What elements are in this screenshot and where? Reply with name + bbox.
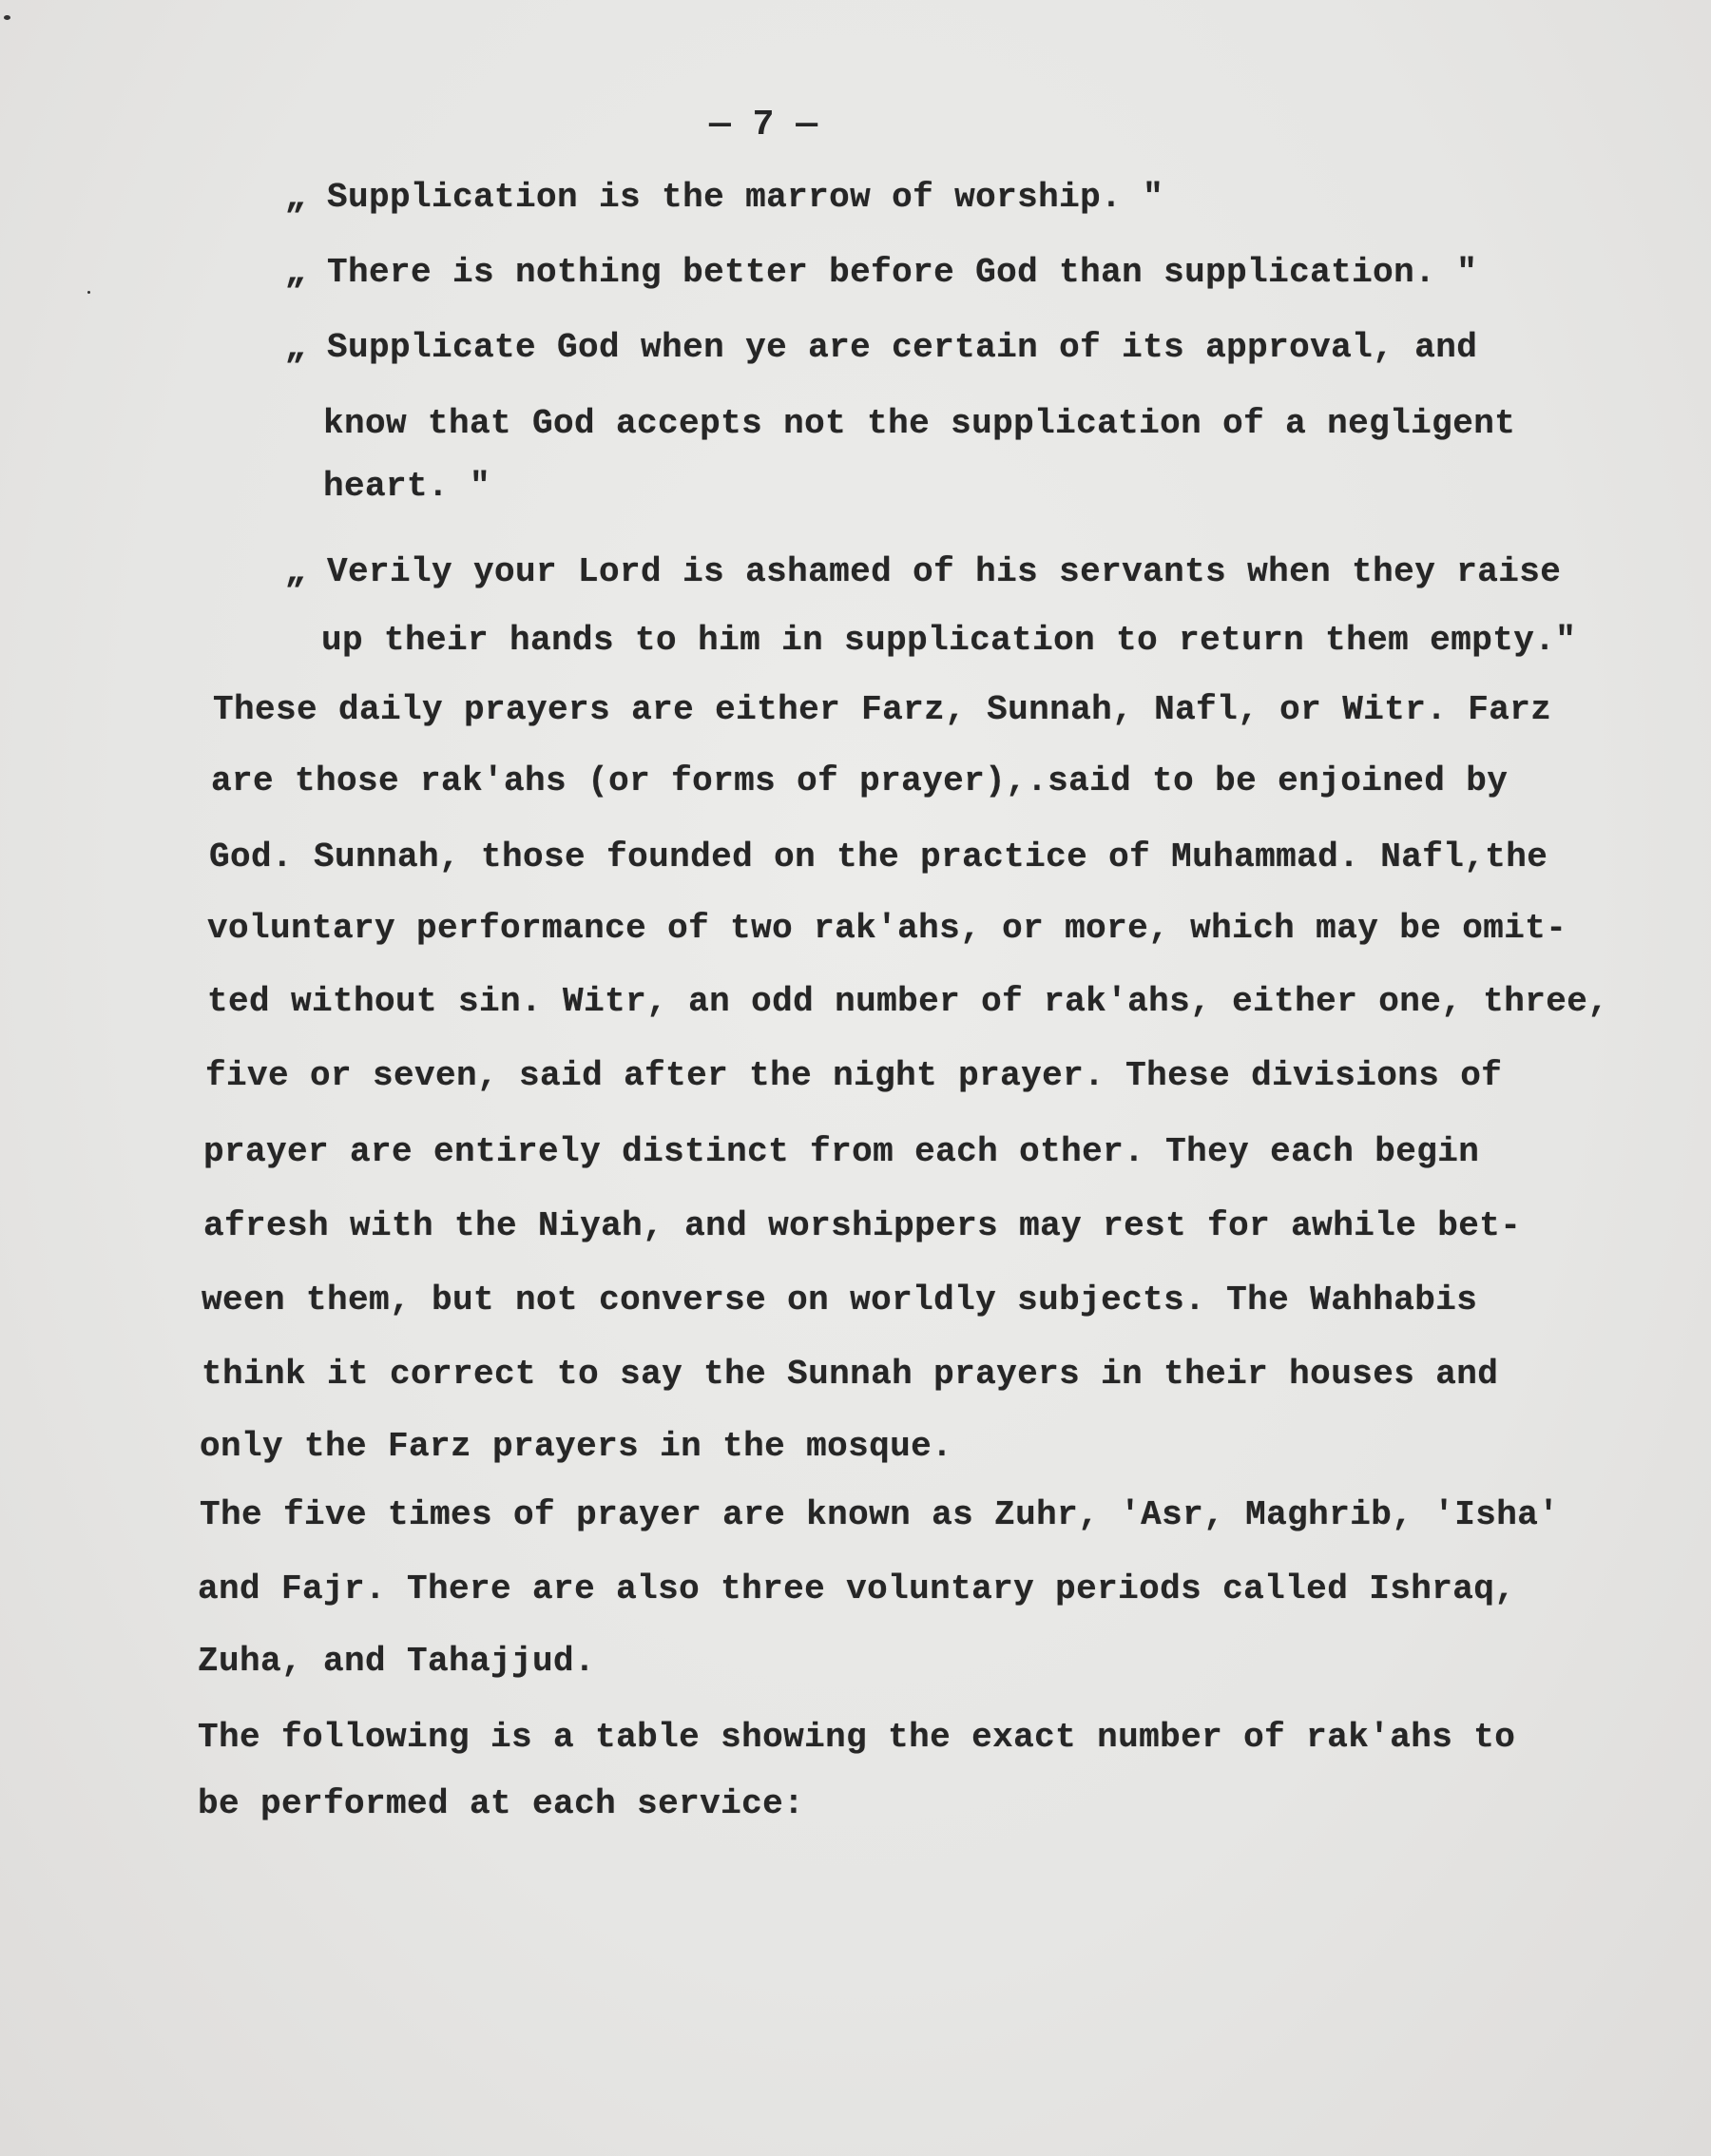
paragraph-line: ted without sin. Witr, an odd number of rak'ahs, either one, three, bbox=[207, 982, 1609, 1021]
paragraph-line: These daily prayers are either Farz, Sunnah, Nafl, or Witr. Farz bbox=[213, 690, 1552, 729]
quote-line: heart. " bbox=[323, 467, 491, 506]
quote-line: „ There is nothing better before God than supplication. " bbox=[285, 253, 1478, 292]
quote-line: „ Supplicate God when ye are certain of its approval, and bbox=[285, 328, 1478, 367]
paragraph-line: voluntary performance of two rak'ahs, or more, which may be omit- bbox=[207, 909, 1567, 948]
paragraph-line: God. Sunnah, those founded on the practice of Muhammad. Nafl,the bbox=[209, 837, 1548, 876]
page-number: — 7 — bbox=[709, 105, 818, 145]
paragraph-line: think it correct to say the Sunnah prayers in their houses and bbox=[202, 1355, 1499, 1394]
paragraph-line: only the Farz prayers in the mosque. bbox=[200, 1427, 953, 1466]
ink-speck bbox=[4, 15, 10, 20]
paragraph-line: prayer are entirely distinct from each other. They each begin bbox=[203, 1132, 1480, 1171]
paragraph-line: five or seven, said after the night prayer. These divisions of bbox=[205, 1056, 1503, 1095]
ink-speck bbox=[87, 291, 90, 294]
paragraph-line: The five times of prayer are known as Zuhr, 'Asr, Maghrib, 'Isha' bbox=[200, 1495, 1560, 1534]
paragraph-line: ween them, but not converse on worldly subjects. The Wahhabis bbox=[202, 1280, 1478, 1319]
quote-line: „ Verily your Lord is ashamed of his servants when they raise bbox=[285, 552, 1562, 591]
paragraph-line: are those rak'ahs (or forms of prayer),.said to be enjoined by bbox=[211, 761, 1509, 800]
paragraph-line: Zuha, and Tahajjud. bbox=[198, 1642, 596, 1681]
quote-line: „ Supplication is the marrow of worship. " bbox=[285, 178, 1164, 217]
paragraph-line: and Fajr. There are also three voluntary periods called Ishraq, bbox=[198, 1569, 1516, 1608]
paragraph-line: be performed at each service: bbox=[198, 1784, 805, 1823]
quote-line: know that God accepts not the supplication of a negligent bbox=[323, 404, 1516, 443]
paragraph-line: The following is a table showing the exact number of rak'ahs to bbox=[198, 1718, 1516, 1757]
quote-line: up their hands to him in supplication to return them empty." bbox=[321, 621, 1577, 660]
paragraph-line: afresh with the Niyah, and worshippers may rest for awhile bet- bbox=[203, 1206, 1522, 1245]
